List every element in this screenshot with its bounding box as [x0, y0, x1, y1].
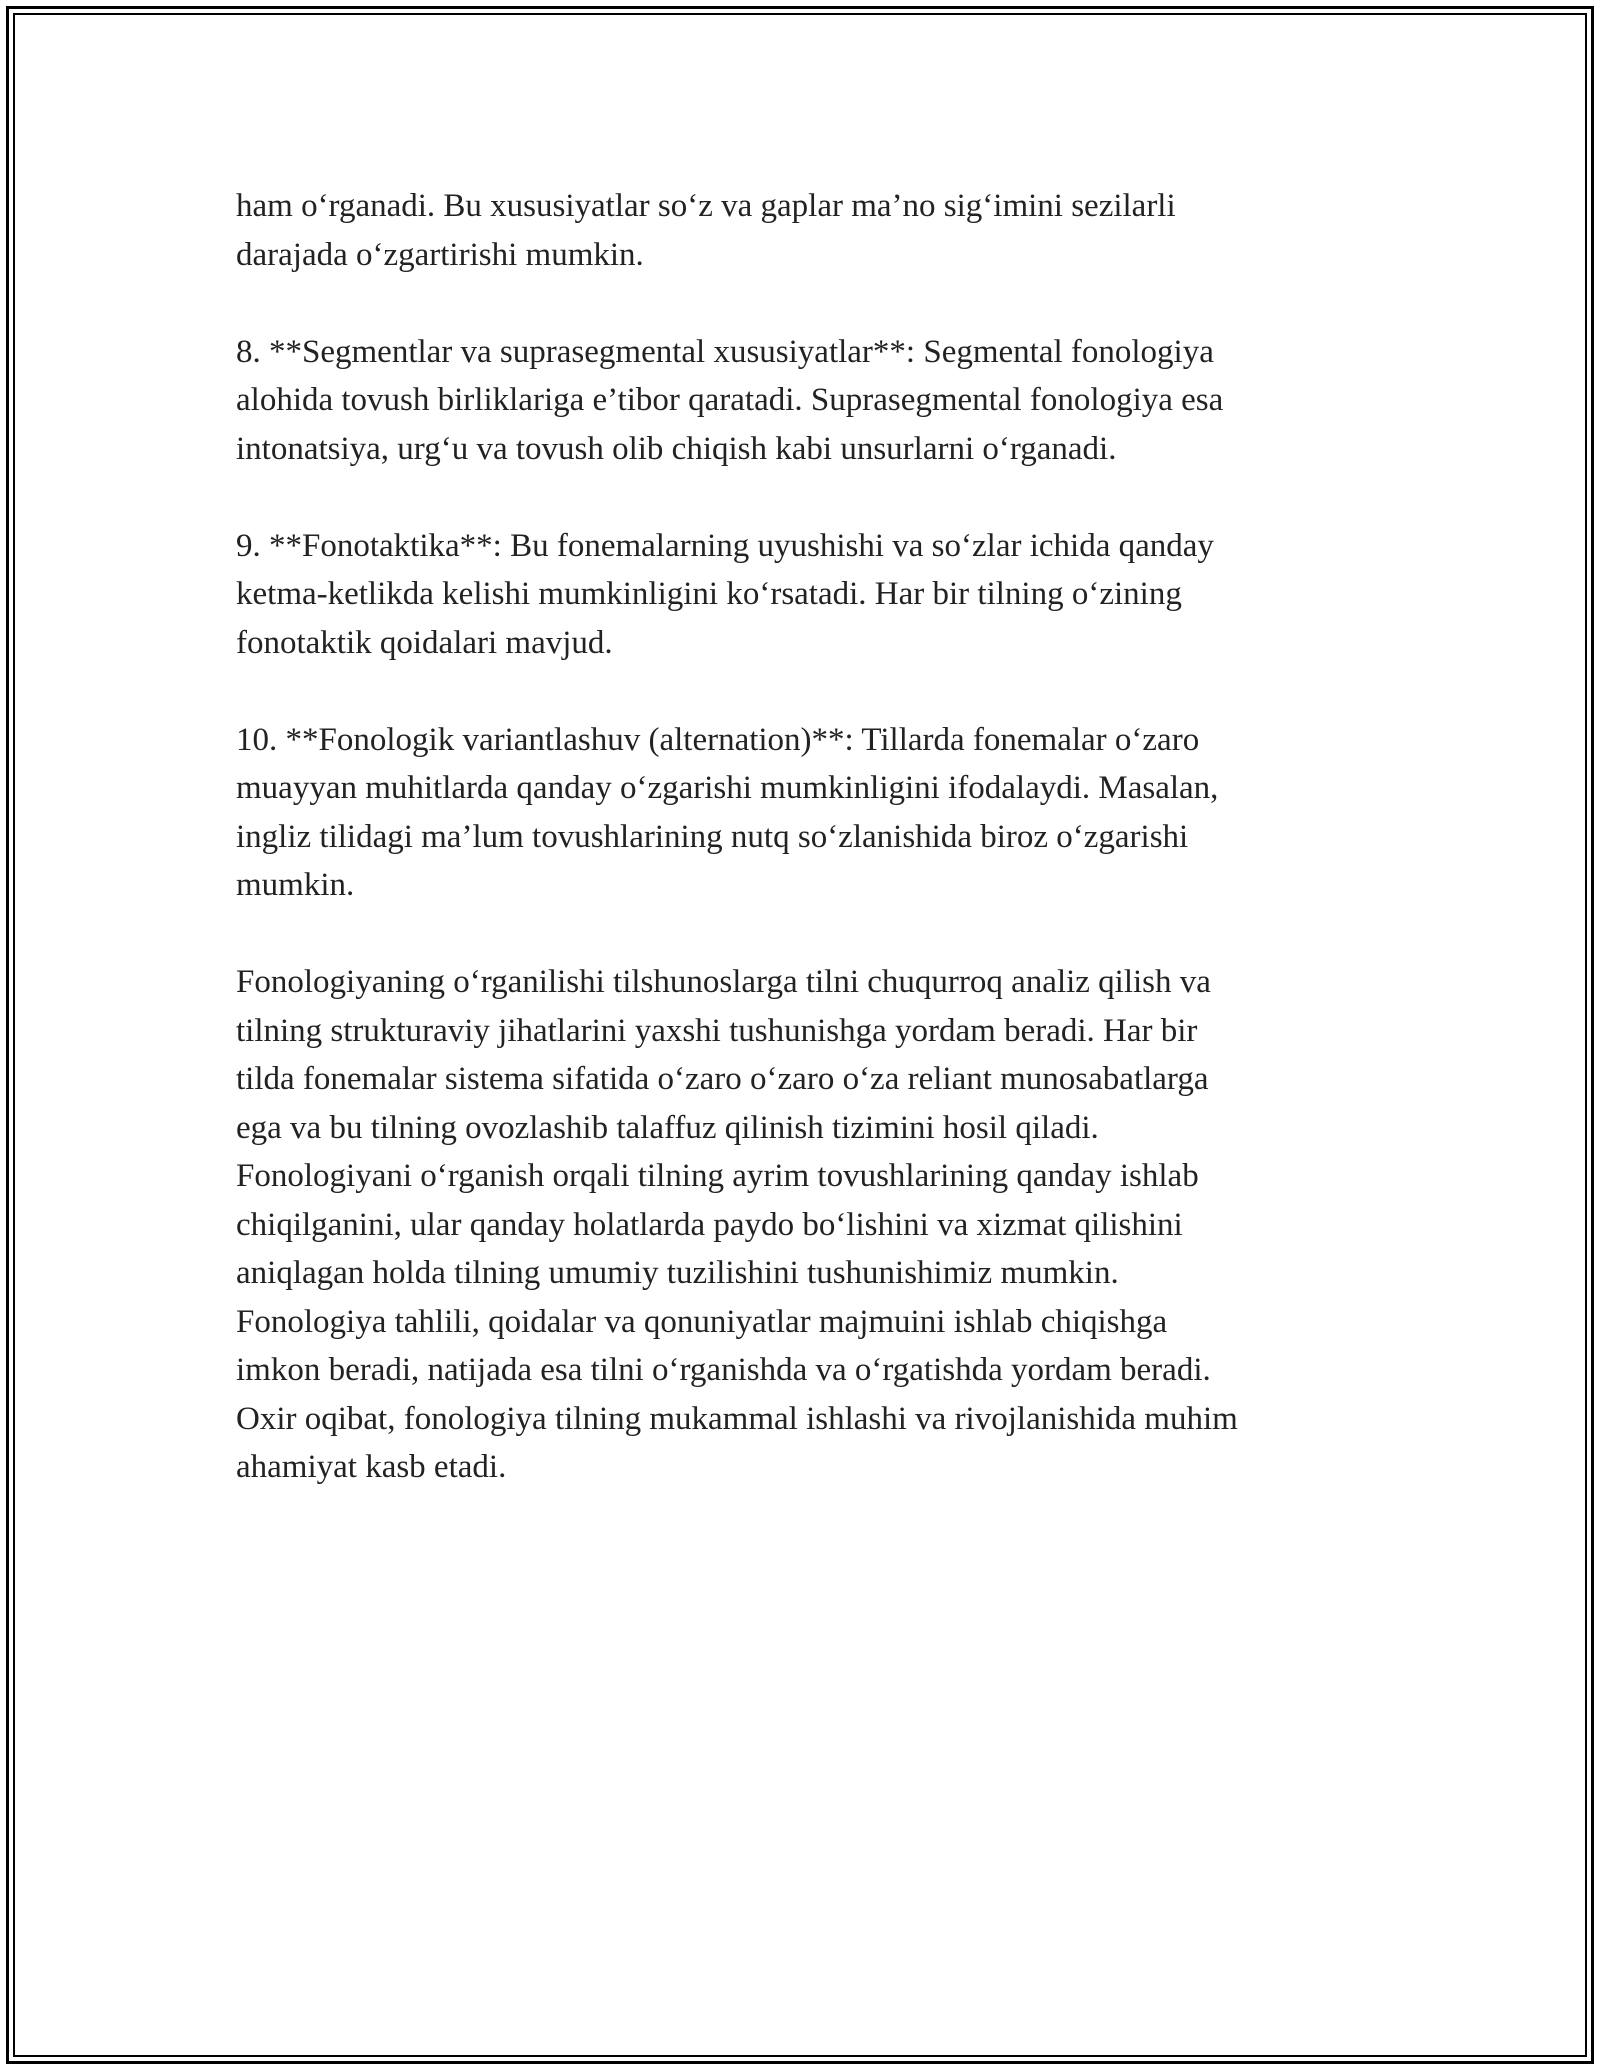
text-line: chiqilganini, ular qanday holatlarda paydo bo‘lishini va xizmat qilishini: [236, 1206, 1183, 1243]
text-line: Fonologiyani o‘rganish orqali tilning ayrim tovushlarining qanday ishlab: [236, 1158, 1199, 1194]
text-line: fonotaktik qoidalari mavjud.: [236, 624, 613, 661]
text-line: muayyan muhitlarda qanday o‘zgarishi mumkinligini ifodalaydi. Masalan,: [236, 770, 1219, 806]
text-line: Fonologiya tahlili, qoidalar va qonuniyatlar majmuini ishlab chiqishga: [236, 1303, 1168, 1340]
text-line: 10. **Fonologik variantlashuv (alternation)**: Tillarda fonemalar o‘zaro: [236, 721, 1200, 758]
text-line: darajada o‘zgartirishi mumkin.: [236, 236, 644, 273]
text-line: mumkin.: [236, 867, 355, 903]
text-line: ketma-ketlikda kelishi mumkinligini ko‘rsatadi. Har bir tilning o‘zining: [236, 576, 1182, 612]
text-line: ega va bu tilning ovozlashib talaffuz qilinish tizimini hosil qiladi.: [236, 1109, 1099, 1146]
document-body: [236, 182, 1366, 1492]
text-line: alohida tovush birliklariga e’tibor qaratadi. Suprasegmental fonologiya esa: [236, 382, 1224, 418]
text-line: tilning strukturaviy jihatlarini yaxshi tushunishga yordam beradi. Har bir: [236, 1012, 1198, 1049]
text-line: tilda fonemalar sistema sifatida o‘zaro o‘zaro o‘za reliant munosabatlarga: [236, 1061, 1209, 1097]
text-line: Oxir oqibat, fonologiya tilning mukammal ishlashi va rivojlanishida muhim: [236, 1400, 1238, 1437]
paragraph-item-9: [236, 522, 1366, 668]
text-line: aniqlagan holda tilning umumiy tuzilishini tushunishimiz mumkin.: [236, 1255, 1119, 1291]
text-line: ingliz tilidagi ma’lum tovushlarining nutq so‘zlanishida biroz o‘zgarishi: [236, 818, 1189, 855]
text-line: ahamiyat kasb etadi.: [236, 1449, 507, 1485]
paragraph-item-8: [236, 328, 1366, 474]
paragraph-item-10: [236, 716, 1366, 910]
paragraph-continuation: [236, 182, 1366, 279]
text-line: intonatsiya, urg‘u va tovush olib chiqish kabi unsurlarni o‘rganadi.: [236, 430, 1117, 467]
text-line: Fonologiyaning o‘rganilishi tilshunoslarga tilni chuqurroq analiz qilish va: [236, 964, 1211, 1000]
text-line: ham o‘rganadi. Bu xususiyatlar so‘z va gaplar ma’no sig‘imini sezilarli: [236, 188, 1176, 224]
text-line: imkon beradi, natijada esa tilni o‘rganishda va o‘rgatishda yordam beradi.: [236, 1352, 1211, 1388]
paragraph-conclusion: [236, 958, 1366, 1492]
text-line: 9. **Fonotaktika**: Bu fonemalarning uyushishi va so‘zlar ichida qanday: [236, 527, 1214, 564]
text-line: 8. **Segmentlar va suprasegmental xususiyatlar**: Segmental fonologiya: [236, 333, 1214, 370]
